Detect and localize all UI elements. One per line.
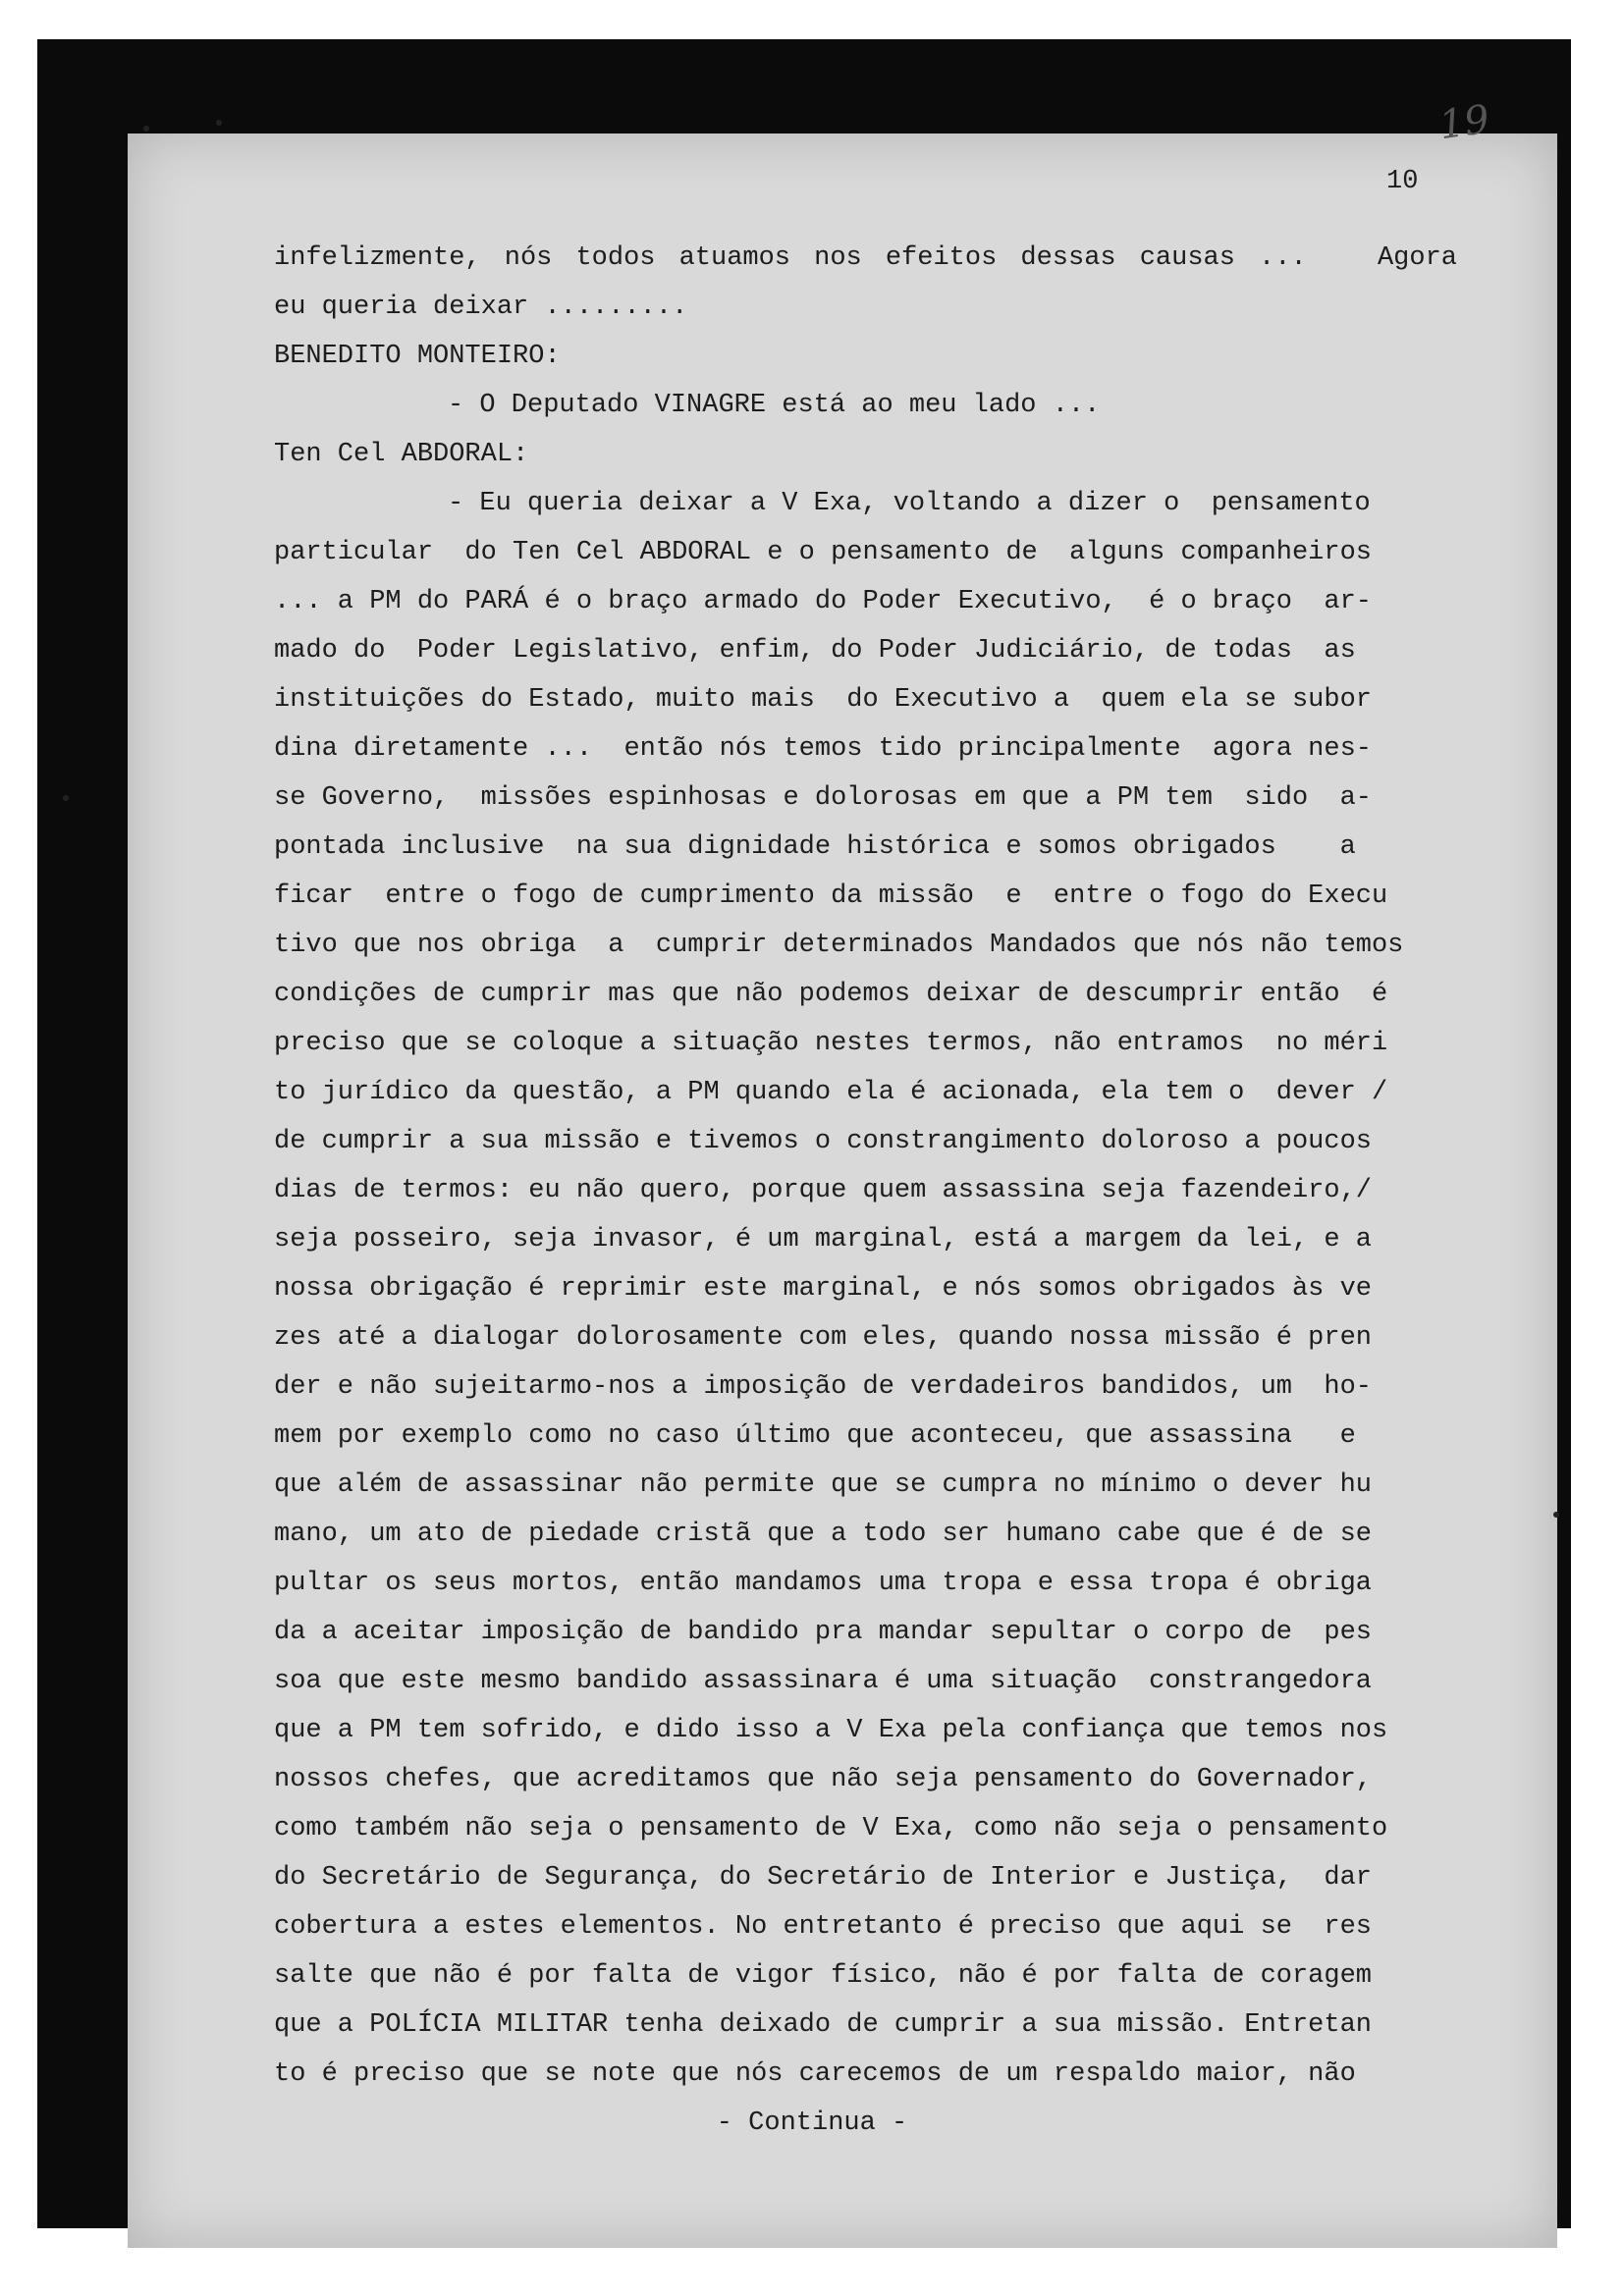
text-line: mano, um ato de piedade cristã que a todo ser humano cabe que é de se (274, 1520, 1372, 1549)
text-line: da a aceitar imposição de bandido pra mandar sepultar o corpo de pes (274, 1618, 1372, 1647)
text-line: de cumprir a sua missão e tivemos o constrangimento doloroso a poucos (274, 1127, 1372, 1156)
scan-speck (143, 126, 149, 132)
text-line: que a PM tem sofrido, e dido isso a V Exa pela confiança que temos nos (274, 1716, 1388, 1745)
text-line: nossa obrigação é reprimir este marginal, e nós somos obrigados às ve (274, 1274, 1372, 1304)
text-line: se Governo, missões espinhosas e dolorosas em que a PM tem sido a- (274, 783, 1372, 813)
text-line: que além de assassinar não permite que se cumpra no mínimo o dever hu (274, 1470, 1372, 1500)
text-line: infelizmente, nós todos atuamos nos efeitos dessas causas ... Agora (274, 243, 1457, 273)
text-line: pultar os seus mortos, então mandamos uma tropa e essa tropa é obriga (274, 1569, 1372, 1598)
text-line: cobertura a estes elementos. No entretanto é preciso que aqui se res (274, 1912, 1372, 1942)
text-line: pontada inclusive na sua dignidade histórica e somos obrigados a (274, 832, 1356, 862)
text-line: dias de termos: eu não quero, porque quem assassina seja fazendeiro,/ (274, 1176, 1372, 1205)
text-line: que a POLÍCIA MILITAR tenha deixado de cumprir a sua missão. Entretan (274, 2010, 1372, 2040)
text-line: dina diretamente ... então nós temos tido principalmente agora nes- (274, 734, 1372, 764)
text-line: - O Deputado VINAGRE está ao meu lado ... (448, 391, 1101, 420)
text-line: instituições do Estado, muito mais do Executivo a quem ela se subor (274, 685, 1372, 715)
text-line: seja posseiro, seja invasor, é um marginal, está a margem da lei, e a (274, 1225, 1372, 1255)
text-line: nossos chefes, que acreditamos que não seja pensamento do Governador, (274, 1765, 1372, 1794)
text-line: - Eu queria deixar a V Exa, voltando a dizer o pensamento (448, 489, 1371, 518)
text-line: mado do Poder Legislativo, enfim, do Poder Judiciário, de todas as (274, 636, 1356, 666)
text-line: preciso que se coloque a situação nestes termos, não entramos no méri (274, 1029, 1388, 1058)
text-line: to jurídico da questão, a PM quando ela é acionada, ela tem o dever / (274, 1078, 1388, 1107)
text-line: eu queria deixar ......... (274, 293, 688, 322)
text-line: ... a PM do PARÁ é o braço armado do Poder Executivo, é o braço ar- (274, 587, 1372, 616)
text-line: soa que este mesmo bandido assassinara é uma situação constrangedora (274, 1667, 1372, 1696)
text-line: como também não seja o pensamento de V Exa, como não seja o pensamento (274, 1814, 1388, 1843)
text-line: tivo que nos obriga a cumprir determinados Mandados que nós não temos (274, 931, 1404, 960)
speaker-label: BENEDITO MONTEIRO: (274, 342, 561, 371)
scan-speck (63, 795, 69, 801)
text-line: zes até a dialogar dolorosamente com eles, quando nossa missão é pren (274, 1323, 1372, 1353)
text-line: to é preciso que se note que nós carecemos de um respaldo maior, não (274, 2059, 1356, 2089)
scan-speck (1553, 1512, 1559, 1518)
page-number: 10 (1386, 167, 1419, 196)
text-line: mem por exemplo como no caso último que aconteceu, que assassina e (274, 1421, 1356, 1451)
continuation-footer: - Continua - (716, 2109, 908, 2138)
speaker-label: Ten Cel ABDORAL: (274, 440, 529, 469)
text-line: condições de cumprir mas que não podemos deixar de descumprir então é (274, 980, 1388, 1009)
scan-speck (216, 120, 222, 126)
text-line: particular do Ten Cel ABDORAL e o pensamento de alguns companheiros (274, 538, 1372, 567)
text-line: do Secretário de Segurança, do Secretário de Interior e Justiça, dar (274, 1863, 1372, 1893)
text-line: der e não sujeitarmo-nos a imposição de verdadeiros bandidos, um ho- (274, 1372, 1372, 1402)
handwritten-folio-mark: 19 (1436, 96, 1492, 149)
text-line: salte que não é por falta de vigor físico, não é por falta de coragem (274, 1961, 1372, 1991)
text-line: ficar entre o fogo de cumprimento da missão e entre o fogo do Execu (274, 881, 1388, 911)
